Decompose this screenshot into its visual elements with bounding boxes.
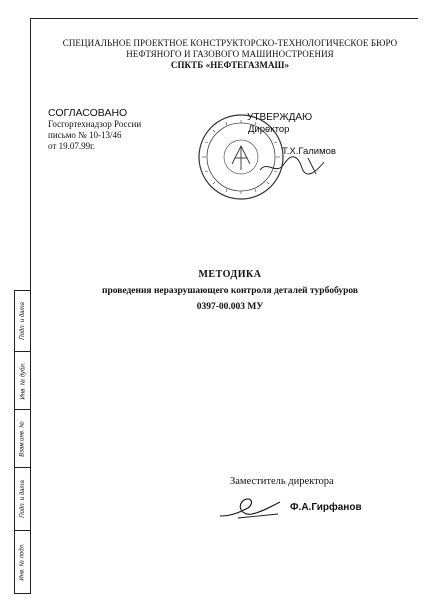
organization-name-line1: СПЕЦИАЛЬНОЕ ПРОЕКТНОЕ КОНСТРУКТОРСКО-ТЕХНОЛОГИЧЕСКОЕ БЮРО [62,38,398,48]
agreed-block [48,108,141,152]
document-type: МЕТОДИКА [198,269,262,280]
deputy-position: Заместитель директора [230,476,334,487]
organization-abbreviation: СПКТБ «НЕФТЕГАЗМАШ» [170,60,290,70]
agreed-letter-date: от 19.07.99г. [48,141,95,151]
side-label-sign-date-2: Подп. и дата [20,480,26,518]
approved-caption: УТВЕРЖДАЮ [247,112,313,123]
side-label-orig-inv: Инв. № подл. [20,543,27,581]
side-cell-sign-date-2 [15,468,31,531]
document-title-block [40,268,420,314]
side-label-dup-inv: Инв. № дубл. [20,362,26,399]
side-label-sign-date-1: Подп. и дата [20,302,26,340]
side-cell-replace-inv [15,410,31,468]
side-cell-dup-inv [15,352,31,410]
document-subject: проведения неразрушающего контроля деталей турбобуров [101,286,359,296]
side-label-replace-inv: Взам.инв. № [20,420,27,457]
agreed-letter-number: письмо № 10-13/46 [48,130,122,140]
organization-name-line2: НЕФТЯНОГО И ГАЗОВОГО МАШИНОСТРОЕНИЯ [126,49,334,59]
director-signature [258,150,328,180]
approved-position: Директор [248,124,290,135]
deputy-signer-name: Ф.А.Гирфанов [290,502,362,513]
agreed-authority: Госгортехнадзор России [48,119,142,129]
deputy-signature [218,490,284,526]
side-cell-sign-date-1 [15,291,31,352]
document-code: 0397-00.003 МУ [196,302,264,312]
side-stamp-column [14,290,31,594]
approved-signer-name: Т.Х.Галимов [282,146,336,157]
organization-header [60,38,400,71]
agreed-caption: СОГЛАСОВАНО [48,107,128,119]
side-cell-orig-inv [15,531,31,594]
